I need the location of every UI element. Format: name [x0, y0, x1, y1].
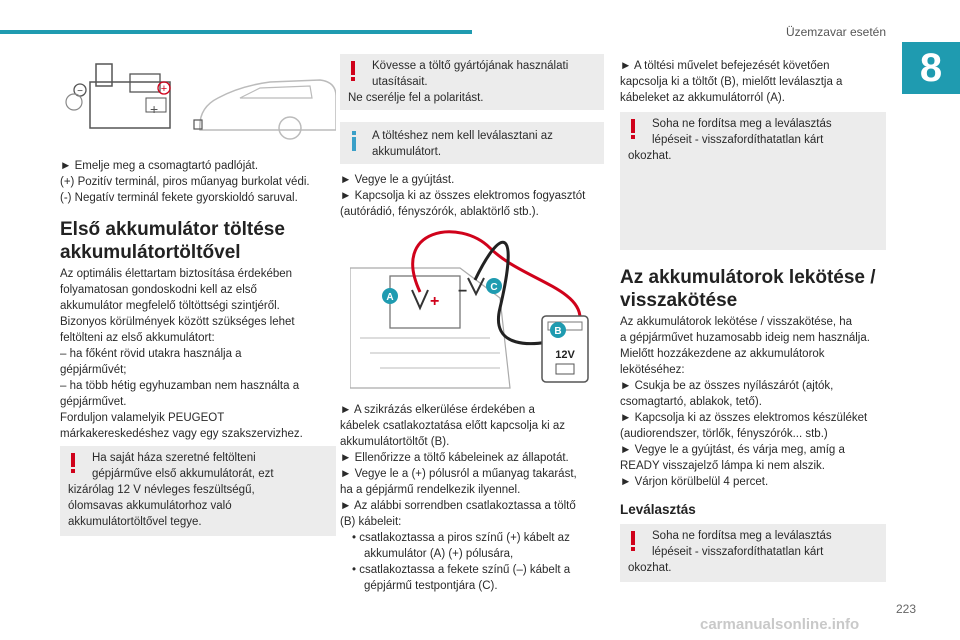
- svg-text:+: +: [150, 101, 159, 117]
- text-line: akkumulátortöltőt (B).: [340, 436, 450, 448]
- text-line: ► Kapcsolja ki az összes elektromos fogyasztót: [340, 190, 586, 202]
- text-line: Mielőtt hozzákezdene az akkumulátorok: [620, 348, 825, 360]
- warning-box: [620, 112, 886, 250]
- text-line: (autórádió, fényszórók, ablaktörlő stb.).: [340, 206, 539, 218]
- list-item: gépjármű testpontjára (C).: [364, 580, 498, 592]
- page-number: 223: [895, 602, 916, 616]
- text-line: ► Kapcsolja ki az összes elektromos készüléket: [620, 412, 868, 424]
- text-line: Soha ne fordítsa meg a leválasztás: [652, 118, 832, 130]
- text-line: READY visszajelző lámpa ki nem alszik.: [620, 460, 825, 472]
- battery-voltage-label: 12V: [555, 349, 575, 361]
- warning-icon: [628, 118, 638, 140]
- charger-connection-illustration: [350, 228, 600, 390]
- battery-car-illustration: [60, 52, 336, 142]
- text-line: Az optimális élettartam biztosítása érdekében: [60, 268, 293, 280]
- text-line: – ha főként rövid utakra használja a: [60, 348, 242, 360]
- text-line: Ne cserélje fel a polaritást.: [348, 92, 484, 104]
- text-line: lépéseit - visszafordíthatatlan kárt: [652, 546, 824, 558]
- text-line: Bizonyos körülmények között szükséges lehet: [60, 316, 295, 328]
- text-line: ► Az alábbi sorrendben csatlakoztassa a töltő: [340, 500, 576, 512]
- warning-box: [340, 54, 604, 110]
- text-line: kábelek csatlakoztatása előtt kapcsolja ki az: [340, 420, 566, 432]
- warning-icon: [628, 530, 638, 552]
- label-a: A: [386, 292, 394, 303]
- text-line: gépjárművét;: [60, 364, 127, 376]
- text-line: (audiorendszer, törlők, fényszórók... stb.): [620, 428, 828, 440]
- text-line: gépjárműve első akkumulátorát, ezt: [92, 468, 274, 480]
- section-heading: Az akkumulátorok lekötése / visszakötése: [620, 267, 876, 311]
- text-line: utasításait.: [372, 76, 428, 88]
- text-line: ► Vegye le a gyújtást.: [340, 174, 455, 186]
- text-line: (-) Negatív terminál fekete gyorskioldó saruval.: [60, 192, 298, 204]
- section-heading: Első akkumulátor töltése akkumulátortöltővel: [60, 219, 285, 263]
- text-line: ► Csukja be az összes nyílászárót (ajtók,: [620, 380, 834, 392]
- text-line: gépjárművet.: [60, 396, 127, 408]
- text-line: kizárólag 12 V névleges feszültségű,: [68, 484, 255, 496]
- svg-text:+: +: [430, 293, 440, 310]
- label-c: C: [490, 282, 498, 293]
- text-line: lekötéséhez:: [620, 364, 685, 376]
- warning-box: [620, 524, 886, 582]
- text-line: ► Vegye le a gyújtást, és várja meg, amíg a: [620, 444, 845, 456]
- warning-box: [60, 446, 336, 536]
- text-line: Ha saját háza szeretné feltölteni: [92, 452, 256, 464]
- text-line: csomagtartó, ablakok, tető).: [620, 396, 762, 408]
- text-line: okozhat.: [628, 150, 672, 162]
- info-box: [340, 122, 604, 164]
- warning-icon: [68, 452, 78, 474]
- text-line: kábeleket az akkumulátorról (A).: [620, 92, 785, 104]
- text-line: ► Vegye le a (+) pólusról a műanyag takarást,: [340, 468, 577, 480]
- svg-text:−: −: [458, 283, 468, 300]
- text-line: ► Várjon körülbelül 4 percet.: [620, 476, 769, 488]
- list-item: • csatlakoztassa a fekete színű (–) kábelt a: [352, 564, 571, 576]
- text-line: ólomsavas akkumulátorhoz való: [68, 500, 232, 512]
- text-line: Forduljon valamelyik PEUGEOT: [60, 412, 225, 424]
- text-line: Soha ne fordítsa meg a leválasztás: [652, 530, 832, 542]
- text-line: márkakereskedéshez vagy egy szakszervizhez.: [60, 428, 303, 440]
- svg-text:−: −: [77, 86, 83, 97]
- text-line: folyamatosan gondoskodni kell az első: [60, 284, 257, 296]
- text-line: (+) Pozitív terminál, piros műanyag burkolat védi.: [60, 176, 310, 188]
- text-line: ha a gépjármű rendelkezik ilyennel.: [340, 484, 521, 496]
- text-line: feltölteni az első akkumulátort:: [60, 332, 215, 344]
- text-line: – ha több hétig egyhuzamban nem használta a: [60, 380, 300, 392]
- text-line: akkumulátort.: [372, 146, 442, 158]
- text-line: akkumulátortöltővel tegye.: [68, 516, 202, 528]
- text-line: okozhat.: [628, 562, 672, 574]
- info-icon: [350, 130, 358, 152]
- text-line: A töltéshez nem kell leválasztani az: [372, 130, 553, 142]
- watermark: carmanualsonline.info: [700, 616, 860, 633]
- subsection-heading: Leválasztás: [620, 502, 696, 517]
- text-line: Kövesse a töltő gyártójának használati: [372, 60, 569, 72]
- text-line: ► Ellenőrizze a töltő kábeleinek az állapotát.: [340, 452, 569, 464]
- text-line: Az akkumulátorok lekötése / visszakötése, ha: [620, 316, 853, 328]
- text-line: a gépjárművet huzamosabb ideig nem használja.: [620, 332, 870, 344]
- label-b: B: [554, 326, 562, 337]
- list-item: • csatlakoztassa a piros színű (+) kábelt az: [352, 532, 570, 544]
- text-line: akkumulátor megfelelő töltöttségi szintjéről.: [60, 300, 280, 312]
- header-accent-bar: [0, 30, 472, 34]
- warning-icon: [348, 60, 358, 82]
- svg-text:+: +: [160, 83, 168, 95]
- chapter-number: 8: [902, 42, 960, 94]
- text-line: lépéseit - visszafordíthatatlan kárt: [652, 134, 824, 146]
- text-line: kapcsolja ki a töltőt (B), mielőtt leválasztja a: [620, 76, 843, 88]
- text-line: ► A töltési művelet befejezését követően: [620, 60, 830, 72]
- list-item: akkumulátor (A) (+) pólusára,: [364, 548, 514, 560]
- text-line: ► A szikrázás elkerülése érdekében a: [340, 404, 535, 416]
- text-line: (B) kábeleit:: [340, 516, 402, 528]
- section-title: Üzemzavar esetén: [785, 25, 886, 39]
- text-line: ► Emelje meg a csomagtartó padlóját.: [60, 160, 259, 172]
